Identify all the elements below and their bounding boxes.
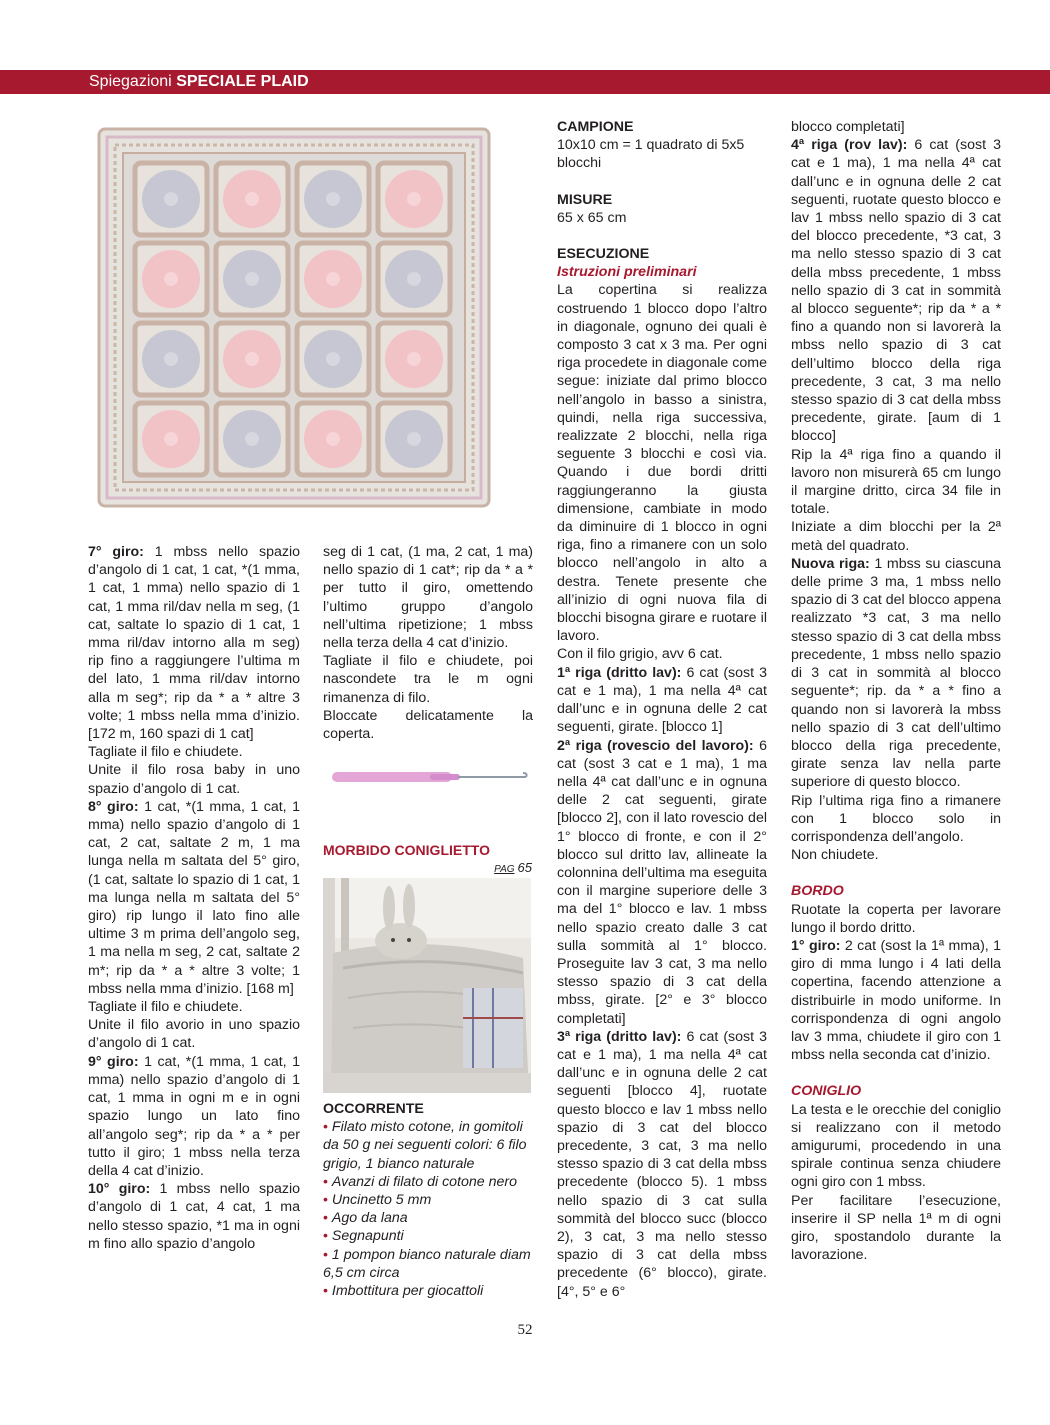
blanket-tile-center — [326, 352, 340, 366]
esecuzione-title: ESECUZIONE — [557, 246, 650, 263]
bullet-icon: • — [323, 1192, 332, 1209]
coniglio-paragraph: Per facilitare l’esecuzione, inserire il SP nella 1ª m di ogni giro, spostandolo durante la lavorazione. — [791, 1192, 1001, 1264]
nuova-riga-text: 1 mbss su ciascuna delle prime 3 ma, 1 mbss nello spazio di 3 cat del blocco appena realizzato *3 cat, 3 ma nello stesso spazio di 3 cat della mbss precedente, 1 mbss nello spazio di 3 cat in sommità al blocco seguente*; rip. da * a * fino a quando non si lavorerà la mbss nello spazio di 3 cat dell’ultimo blocco della riga precedente, girate senza lav nella parte superiore di questo blocco. — [791, 555, 1001, 791]
bordo-paragraph: Ruotate la coperta per lavorare lungo il bordo dritto. — [791, 901, 1001, 936]
blanket-tile-center — [245, 272, 259, 286]
section-label: Spiegazioni — [89, 73, 172, 90]
section-header-bar — [0, 70, 1050, 94]
misure-text: 65 x 65 cm — [557, 209, 627, 226]
col4-paragraph: Rip l’ultima riga fino a rimanere con 1 blocco solo in corrispondenza dell’angolo. — [791, 792, 1001, 845]
materials-item-text: Avanzi di filato di cotone nero — [331, 1173, 518, 1190]
col3-paragraph: Con il filo grigio, avv 6 cat. — [557, 646, 723, 663]
page-reference-number: 65 — [517, 860, 532, 875]
paragraph-riga-3 — [557, 1028, 767, 1301]
riga-1-text: 6 cat (sost 3 cat e 1 ma), 1 ma nella 4ª cat dall’unc e in ognuna delle 2 cat seguenti, girate. [blocco 1] — [557, 664, 767, 736]
materials-item-text: Uncinetto 5 mm — [331, 1192, 432, 1209]
istruzioni-title: Istruzioni preliminari — [557, 264, 697, 281]
giro-7-heading: 7° giro: — [88, 544, 144, 560]
giro-8-text: 1 cat, *(1 mma, 1 cat, 1 mma) nello spazio d’angolo di 1 cat, 2 cat, saltate 2 m, 1 ma lunga nella m saltata del 5° giro, (1 cat, saltate lo spazio di 1 cat, 1 ma lunga nella m saltata del 5° giro) rip lungo il lato fino alle ultime 3 m prima dell’angolo seg, 1 ma nella m seg, 2 cat, saltate 2 m*; rip da * a * altre 3 volte; 1 mbss nella mma d’inizio. [168 m] — [88, 798, 300, 997]
col4-paragraph: Iniziate a dim blocchi per la 2ª metà del quadrato. — [791, 519, 1001, 554]
paragraph-riga-2 — [557, 737, 767, 1028]
paragraph-giro-8 — [88, 798, 300, 998]
section-header-text — [89, 72, 309, 92]
materials-item — [323, 1282, 535, 1300]
blanket-tile-center — [164, 432, 178, 446]
materials-list — [323, 1100, 535, 1300]
col2-paragraph: Tagliate il filo e chiudete, poi nascondete tra le m ogni rimanenza di filo. — [323, 653, 533, 706]
materials-items — [323, 1118, 535, 1300]
materials-item-text: 1 pompon bianco naturale diam 6,5 cm circa — [323, 1246, 531, 1281]
bullet-icon: • — [323, 1210, 332, 1227]
materials-item — [323, 1173, 535, 1191]
blanket-tile-center — [326, 272, 340, 286]
bullet-icon: • — [323, 1228, 332, 1245]
giro-9-heading: 9° giro: — [88, 1053, 139, 1070]
col1-paragraph: Tagliate il filo e chiudete. — [88, 744, 243, 761]
paragraph-bordo-giro-1 — [791, 937, 1001, 1064]
materials-item-text: Filato misto cotone, in gomitoli da 50 g nei seguenti colori: 6 filo grigio, 1 bianco naturale — [323, 1119, 527, 1172]
column-4 — [791, 118, 1001, 1264]
blanket-tile-center — [164, 352, 178, 366]
materials-item-text: Segnapunti — [331, 1228, 404, 1245]
campione-text: 10x10 cm = 1 quadrato di 5x5 blocchi — [557, 137, 745, 172]
col4-paragraph: Rip la 4ª riga fino a quando il lavoro non misurerà 65 cm lungo il margine dritto, circa 34 file in totale. — [791, 446, 1001, 518]
blanket-tile-center — [407, 272, 421, 286]
blanket-tile-center — [326, 192, 340, 206]
blanket-tile-center — [407, 432, 421, 446]
giro-8-heading: 8° giro: — [88, 798, 139, 815]
riga-3-text: 6 cat (sost 3 cat e 1 ma), 1 ma nella 4ª cat dall’unc e in ognuna delle 2 cat seguenti [blocco 4], ruotate questo blocco e lav 1 mbss nello spazio di 3 cat del blocco precedente, 3 cat, 3 ma nello stesso spazio di 3 cat della mbss precedente (blocco 5). 1 mbss nello spazio di 3 cat sulla sommità del blocco succ (blocco 2), 3 cat, 3 ma nello stesso spazio di 3 cat della mbss precedente (6° blocco), girate. [4°, 5° e 6° — [557, 1028, 767, 1300]
col3-paragraph: La copertina si realizza costruendo 1 blocco dopo l’altro in diagonale, ognuno dei quali è composto 3 cat x 3 ma. Per ogni riga procedete in diagonale come segue: iniziate dal primo blocco nell’angolo in basso a sinistra, quindi, nella riga successiva, realizzate 2 blocchi, nella riga seguente 3 blocchi e così via. Quando i due bordi dritti raggiungeranno la giusta dimensione, cambiate in modo da diminuire di 1 blocco in ogni riga, fino a rimanere con un solo blocco nell’angolo in alto a destra. Tenete presente che all’inizio di ogni nuova fila di blocchi bisogna girare e ruotare il lavoro. — [557, 282, 767, 645]
bordo-giro-1-heading: 1° giro: — [791, 937, 841, 954]
col4-paragraph: Non chiudete. — [791, 847, 879, 864]
paragraph-riga-1 — [557, 664, 767, 737]
bullet-icon: • — [323, 1246, 332, 1263]
section-title: SPECIALE PLAID — [176, 73, 309, 90]
paragraph-giro-9 — [88, 1053, 300, 1180]
bunny-blanket-photo — [323, 878, 531, 1093]
materials-item-text: Ago da lana — [331, 1210, 408, 1227]
crochet-hook-image — [330, 765, 530, 789]
nuova-riga-heading: Nuova riga: — [791, 555, 870, 572]
page-reference-label: PAG — [494, 864, 515, 875]
riga-1-heading: 1ª riga (dritto lav): — [557, 664, 682, 681]
materials-item — [323, 1191, 535, 1209]
materials-item — [323, 1118, 535, 1173]
paragraph-nuova-riga — [791, 555, 1001, 792]
crochet-blanket-photo — [95, 125, 493, 510]
giro-10-text: 1 mbss nello spazio d’angolo di 1 cat, 4 cat, 1 ma nello stesso spazio, *1 ma in ogni m fino allo spazio d’angolo — [88, 1181, 300, 1252]
giro-7-text: 1 mbss nello spazio d’angolo di 1 cat, 1 cat, *(1 mma, 1 cat, 1 mma) nello spazio di 1 cat, 1 mma ril/dav nella m seg, (1 cat, saltate lo spazio di 1 cat, 1 mma ril/dav intorno alla m seg) rip fino a raggiungere l’ultima m del lato, 1 mma ril/dav intorno alla m seg*; rip da * a * altre 3 volte; 1 mbss nella mma d’inizio. [172 m, 160 spazi di 1 cat] — [88, 544, 300, 743]
misure-title: MISURE — [557, 191, 613, 208]
bordo-title: BORDO — [791, 883, 844, 900]
materials-item — [323, 1227, 535, 1245]
page-number: 52 — [517, 1322, 533, 1338]
col2-paragraph: Bloccate delicatamente la coperta. — [323, 707, 533, 743]
column-1 — [88, 543, 300, 1253]
col2-paragraph: seg di 1 cat, (1 ma, 2 cat, 1 ma) nello spazio di 1 cat*; rip da * a * per tutto il giro, omettendo l’ultimo gruppo d’angolo nell’ultima ripetizione; 1 mbss nella terza della 4 cat d’inizio. — [323, 544, 533, 652]
blanket-tile-center — [245, 352, 259, 366]
paragraph-giro-10 — [88, 1180, 300, 1253]
col4-paragraph: blocco completati] — [791, 119, 905, 135]
blanket-tile-center — [326, 432, 340, 446]
bullet-icon: • — [323, 1283, 332, 1300]
riga-2-heading: 2ª riga (rovescio del lavoro): — [557, 737, 754, 754]
project-title: MORBIDO CONIGLIETTO — [323, 842, 490, 858]
riga-2-text: 6 cat (sost 3 cat e 1 ma), 1 ma nella 4ª cat dall’unc e in ognuna delle 2 cat seguenti, girate [blocco 2], con il lato rovescio del 1° blocco di fronte, e con il 2° blocco sul dritto lav, allineate la colonnina dell’ultima ma eseguita con il margine superiore delle 3 ma del 1° blocco e lav. 1 mbss nello spazio creato dalle 3 cat sulla sommità al 1° blocco. Proseguite lav 3 cat, 3 ma nello stesso spazio di 3 cat della mbss, girate. [2° e 3° blocco completati] — [557, 737, 767, 1027]
campione-title: CAMPIONE — [557, 119, 634, 135]
materials-item-text: Imbottitura per giocattoli — [331, 1283, 484, 1300]
giro-10-heading: 10° giro: — [88, 1181, 151, 1198]
riga-4-text: 6 cat (sost 3 cat e 1 ma), 1 ma nella 4ª cat dall’unc e in ognuna delle 2 cat seguenti, ruotate questo blocco e lav 1 mbss nello spazio di 3 cat del blocco precedente, *3 cat, 3 ma nello stesso spazio di 3 cat della mbss precedente, 1 mbss nello spazio di 3 cat in sommità al blocco seguente*; rip da * a * fino a quando non si lavorerà la mbss nello spazio di 3 cat dell’ultimo blocco della riga precedente, 3 cat, 3 ma nello stesso spazio di 3 cat della mbss precedente, girate. [aum di 1 blocco] — [791, 137, 1001, 445]
riga-4-heading: 4ª riga (rov lav): — [791, 137, 908, 154]
blanket-tile-center — [245, 432, 259, 446]
blanket-tile-center — [245, 192, 259, 206]
col1-paragraph: Unite il filo avorio in uno spazio d’angolo di 1 cat. — [88, 1017, 300, 1052]
materials-item — [323, 1246, 535, 1282]
blanket-tile-center — [164, 272, 178, 286]
giro-9-text: 1 cat, *(1 mma, 1 cat, 1 mma) nello spazio d’angolo di 1 cat, 1 mma in ogni m e in ogni spazio lungo un lato fino all’angolo seg*; rip da * a * per tutto il giro; 1 mbss nella terza della 4 cat d’inizio. — [88, 1053, 300, 1179]
coniglio-title: CONIGLIO — [791, 1083, 862, 1100]
col1-paragraph: Tagliate il filo e chiudete. — [88, 999, 243, 1016]
materials-title: OCCORRENTE — [323, 1101, 424, 1117]
blanket-tile-center — [407, 352, 421, 366]
bullet-icon: • — [323, 1173, 332, 1190]
page-reference — [470, 860, 532, 875]
column-2 — [323, 543, 533, 743]
materials-item — [323, 1209, 535, 1227]
paragraph-riga-4 — [791, 136, 1001, 445]
coniglio-paragraph: La testa e le orecchie del coniglio si realizzano con il metodo amigurumi, procedendo in una spirale continua senza chiudere ogni giro con 1 mbss. — [791, 1101, 1001, 1191]
col1-paragraph: Unite il filo rosa baby in uno spazio d’angolo di 1 cat. — [88, 762, 300, 797]
riga-3-heading: 3ª riga (dritto lav): — [557, 1028, 682, 1045]
bullet-icon: • — [323, 1119, 332, 1136]
blanket-tile-center — [407, 192, 421, 206]
bordo-giro-1-text: 2 cat (sost la 1ª mma), 1 giro di mma lungo i 4 lati della copertina, facendo attenzione a distribuirle in modo uniforme. In corrispondenza di ogni angolo lav 3 mma, chiudete il giro con 1 mbss nella seconda cat d’inizio. — [791, 937, 1002, 1064]
paragraph-giro-7 — [88, 543, 300, 743]
blanket-tile-center — [164, 192, 178, 206]
column-3 — [557, 118, 767, 1301]
